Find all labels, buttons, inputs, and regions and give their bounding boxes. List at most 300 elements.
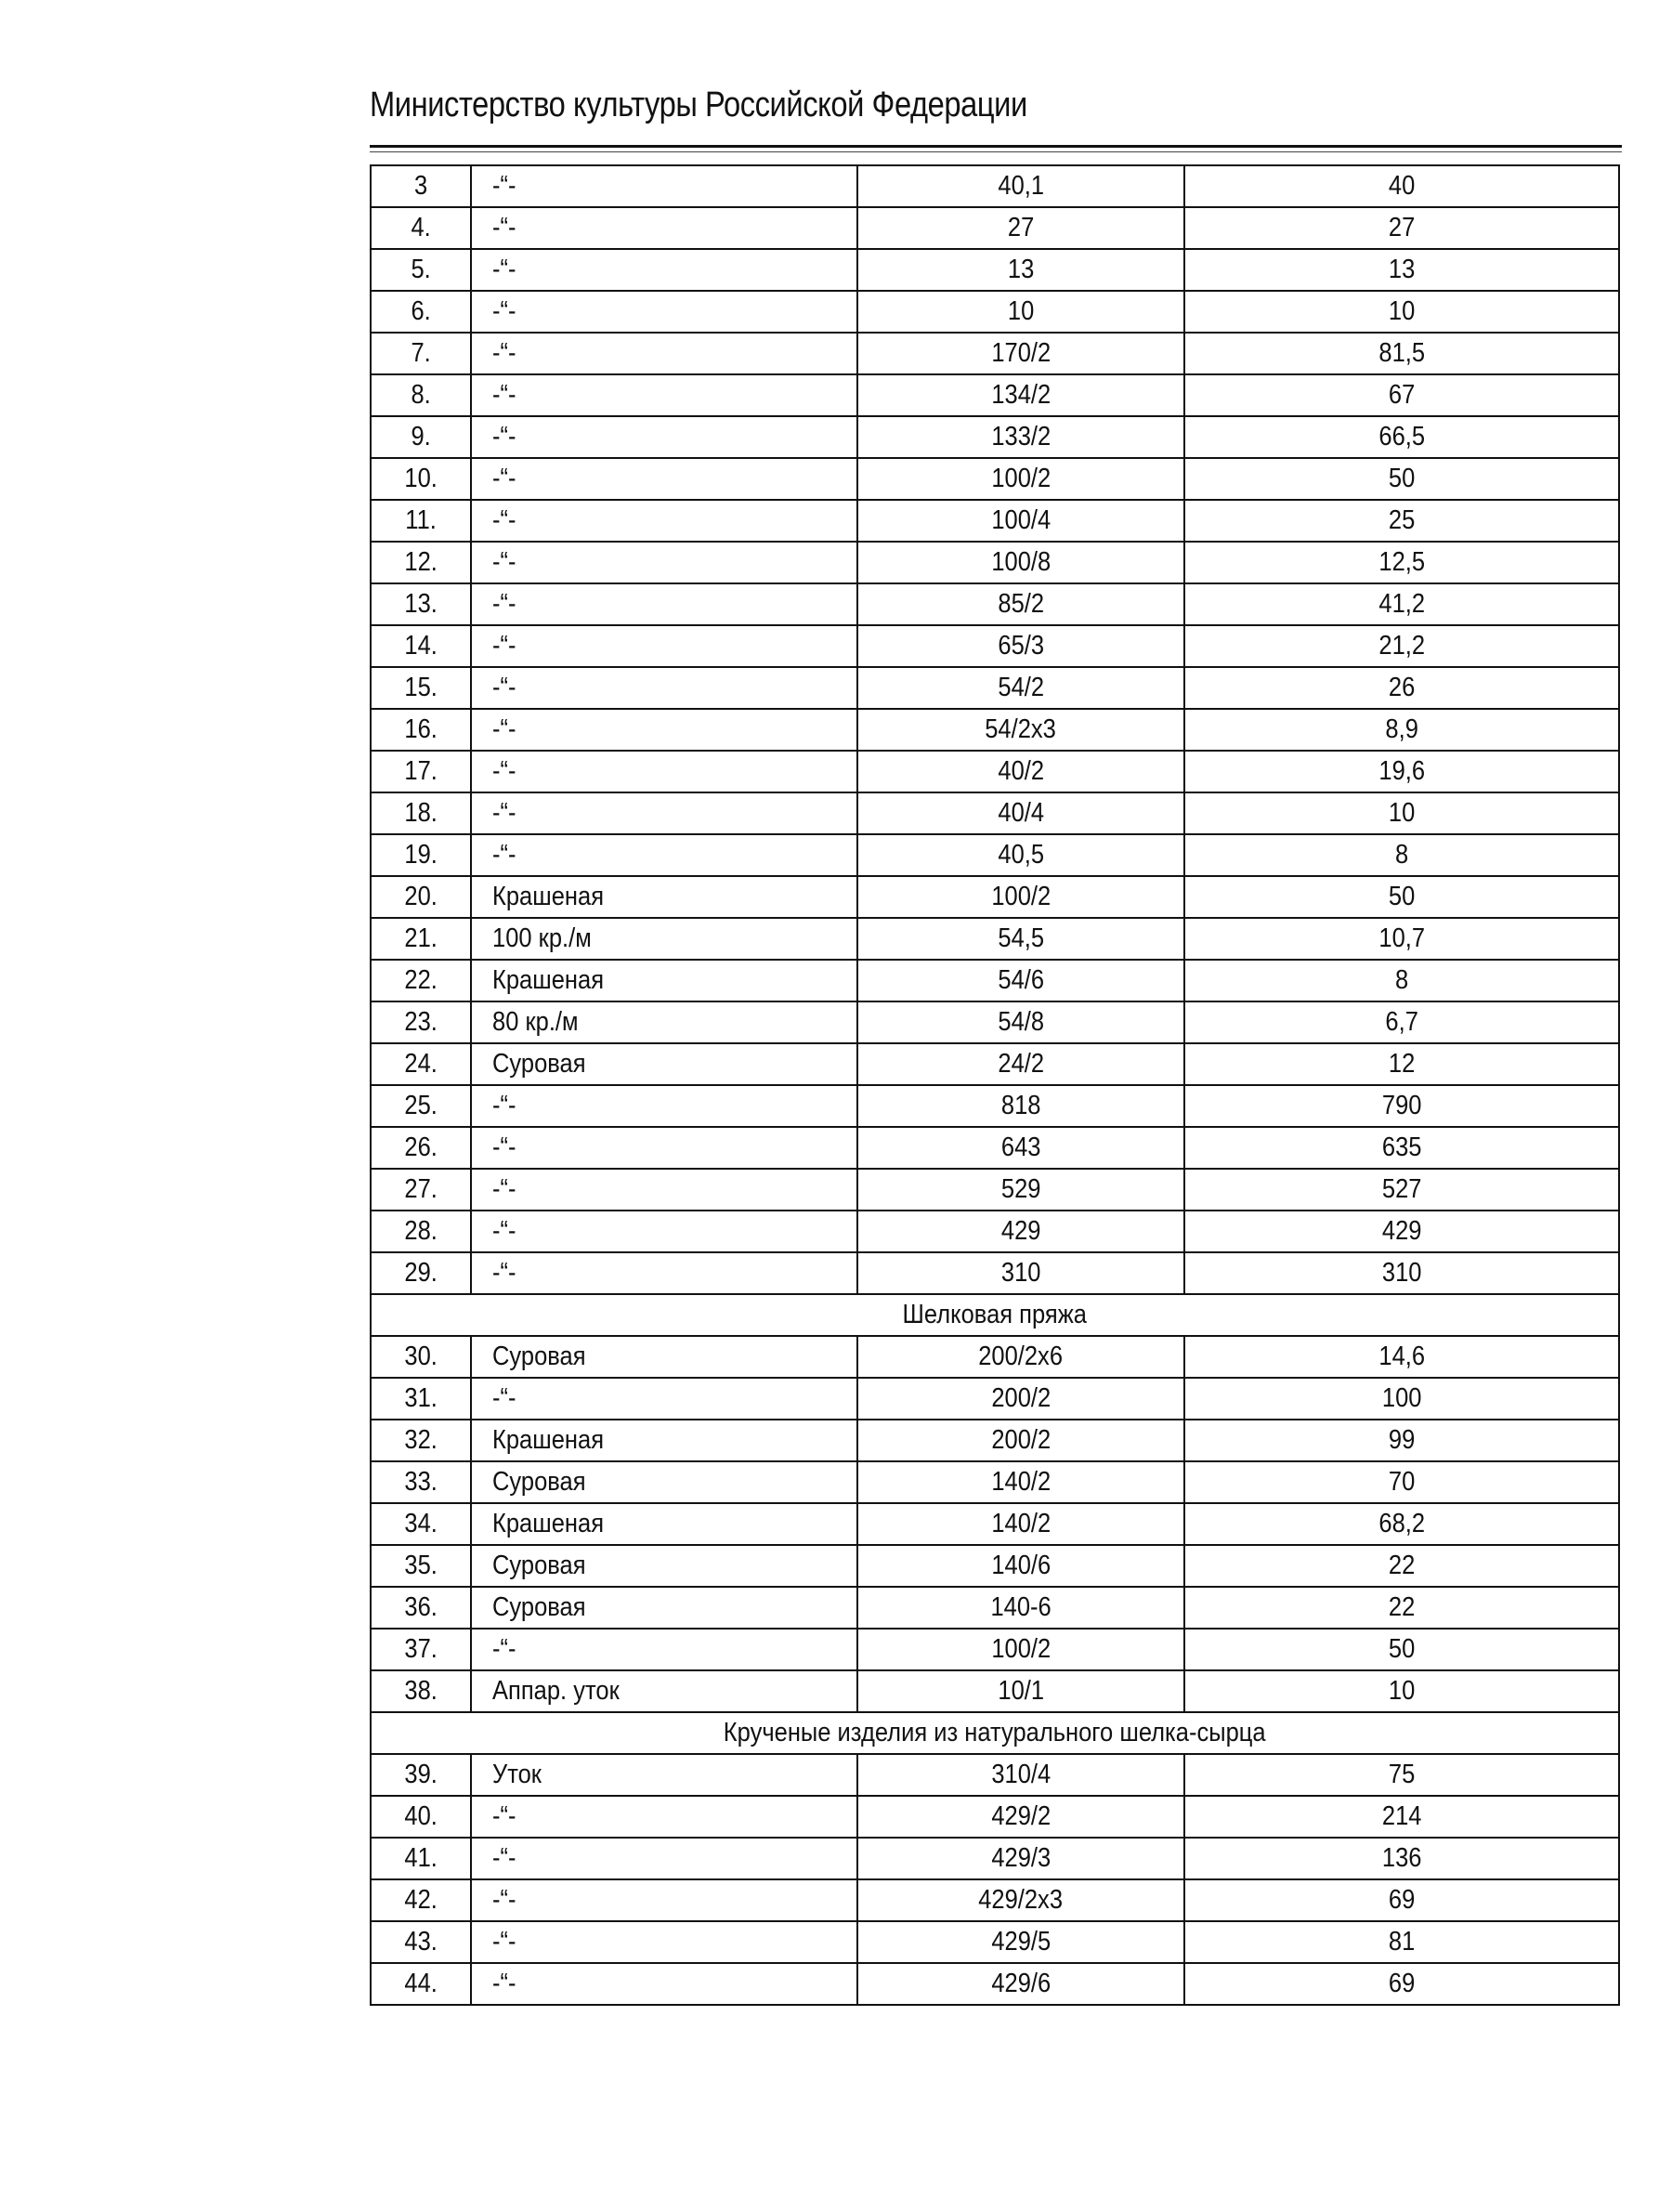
yarn-type-cell-text: -“- — [492, 589, 516, 619]
row-number-cell — [371, 1963, 471, 2005]
section-header-row — [371, 1712, 1619, 1754]
yarn-count-cell-text: 170/2 — [991, 338, 1051, 368]
yarn-type-cell — [471, 1127, 857, 1169]
yarn-count-cell — [857, 1754, 1184, 1796]
yarn-type-cell — [471, 1169, 857, 1211]
row-number-cell — [371, 1921, 471, 1963]
table-row — [371, 1211, 1619, 1252]
value-cell — [1184, 960, 1619, 1001]
row-number-cell-text: 15. — [404, 673, 438, 702]
yarn-count-cell-text: 429 — [1000, 1216, 1041, 1246]
yarn-type-cell — [471, 1001, 857, 1043]
yarn-type-cell-text: -“- — [492, 1174, 516, 1204]
value-cell-text: 27 — [1388, 213, 1416, 242]
table-row — [371, 1001, 1619, 1043]
row-number-cell — [371, 249, 471, 291]
value-cell — [1184, 458, 1619, 500]
yarn-type-cell-text: -“- — [492, 422, 516, 452]
table-row — [371, 1921, 1619, 1963]
row-number-cell — [371, 1420, 471, 1461]
value-cell — [1184, 1127, 1619, 1169]
section-label-text: Крученые изделия из натурального шелка-сырца — [724, 1718, 1266, 1747]
value-cell — [1184, 374, 1619, 416]
yarn-type-cell — [471, 1754, 857, 1796]
row-number-cell-text: 27. — [404, 1174, 438, 1204]
row-number-cell — [371, 792, 471, 834]
value-cell — [1184, 709, 1619, 751]
yarn-count-cell — [857, 291, 1184, 333]
table-body — [371, 165, 1619, 2005]
row-number-cell — [371, 1796, 471, 1838]
yarn-count-cell — [857, 667, 1184, 709]
value-cell-text: 12 — [1388, 1049, 1416, 1079]
row-number-cell-text: 25. — [404, 1091, 438, 1120]
section-label-text: Шелковая пряжа — [902, 1300, 1088, 1329]
yarn-count-cell-text: 429/6 — [991, 1969, 1051, 1998]
value-cell-text: 50 — [1388, 464, 1416, 493]
value-cell-text: 50 — [1388, 1634, 1416, 1664]
yarn-type-cell — [471, 1252, 857, 1294]
value-cell — [1184, 1420, 1619, 1461]
row-number-cell — [371, 1503, 471, 1545]
row-number-cell-text: 22. — [404, 965, 438, 995]
row-number-cell-text: 14. — [404, 631, 438, 661]
yarn-type-cell-text: Уток — [492, 1760, 542, 1789]
row-number-cell-text: 31. — [404, 1383, 438, 1413]
table-row — [371, 876, 1619, 918]
header-divider-thin — [370, 151, 1622, 152]
row-number-cell-text: 30. — [404, 1342, 438, 1371]
yarn-type-cell — [471, 458, 857, 500]
table-row — [371, 1838, 1619, 1879]
yarn-type-cell — [471, 165, 857, 207]
value-cell — [1184, 416, 1619, 458]
table-row — [371, 1127, 1619, 1169]
yarn-count-cell-text: 140/2 — [991, 1467, 1051, 1497]
yarn-count-cell-text: 429/3 — [991, 1843, 1051, 1873]
yarn-type-cell — [471, 1336, 857, 1378]
row-number-cell — [371, 165, 471, 207]
row-number-cell — [371, 1378, 471, 1420]
yarn-type-cell — [471, 1545, 857, 1587]
yarn-type-cell-text: -“- — [492, 756, 516, 786]
row-number-cell — [371, 1879, 471, 1921]
yarn-type-cell — [471, 1838, 857, 1879]
yarn-type-cell-text: -“- — [492, 1091, 516, 1120]
yarn-type-cell-text: -“- — [492, 338, 516, 368]
yarn-type-cell-text: Крашеная — [492, 965, 605, 995]
yarn-type-cell — [471, 1879, 857, 1921]
yarn-type-cell — [471, 207, 857, 249]
yarn-count-cell — [857, 1461, 1184, 1503]
yarn-count-cell-text: 200/2х6 — [978, 1342, 1064, 1371]
row-number-cell — [371, 960, 471, 1001]
value-cell-text: 67 — [1388, 380, 1416, 410]
row-number-cell — [371, 583, 471, 625]
row-number-cell-text: 9. — [411, 422, 431, 452]
yarn-count-cell — [857, 583, 1184, 625]
table-row — [371, 291, 1619, 333]
table-row — [371, 500, 1619, 542]
yarn-count-cell — [857, 1169, 1184, 1211]
yarn-type-cell — [471, 1043, 857, 1085]
value-cell-text: 50 — [1388, 882, 1416, 911]
row-number-cell — [371, 918, 471, 960]
row-number-cell — [371, 1336, 471, 1378]
value-cell-text: 14,6 — [1378, 1342, 1425, 1371]
table-row — [371, 1420, 1619, 1461]
row-number-cell — [371, 1670, 471, 1712]
yarn-type-cell-text: -“- — [492, 631, 516, 661]
yarn-count-cell-text: 10 — [1007, 296, 1035, 326]
yarn-count-cell — [857, 333, 1184, 374]
yarn-count-cell — [857, 1879, 1184, 1921]
value-cell-text: 429 — [1381, 1216, 1422, 1246]
yarn-count-cell — [857, 1629, 1184, 1670]
section-header-row — [371, 1294, 1619, 1336]
value-cell — [1184, 1838, 1619, 1879]
yarn-count-cell — [857, 416, 1184, 458]
yarn-count-cell-text: 24/2 — [998, 1049, 1044, 1079]
yarn-count-cell-text: 140/2 — [991, 1509, 1051, 1538]
header-divider — [370, 145, 1622, 148]
row-number-cell-text: 39. — [404, 1760, 438, 1789]
table-row — [371, 1545, 1619, 1587]
row-number-cell — [371, 1545, 471, 1587]
row-number-cell — [371, 1838, 471, 1879]
table-row — [371, 1796, 1619, 1838]
yarn-type-cell-text: -“- — [492, 1927, 516, 1957]
yarn-count-cell-text: 100/2 — [991, 882, 1051, 911]
yarn-type-cell — [471, 1085, 857, 1127]
yarn-count-cell — [857, 500, 1184, 542]
value-cell-text: 41,2 — [1378, 589, 1425, 619]
yarn-count-cell — [857, 1211, 1184, 1252]
table-row — [371, 249, 1619, 291]
yarn-type-cell-text: -“- — [492, 714, 516, 744]
yarn-type-cell — [471, 1921, 857, 1963]
yarn-type-cell-text: Аппар. уток — [492, 1676, 620, 1706]
table-row — [371, 416, 1619, 458]
row-number-cell-text: 40. — [404, 1801, 438, 1831]
yarn-count-cell-text: 140/6 — [991, 1551, 1051, 1580]
yarn-type-cell — [471, 583, 857, 625]
yarn-count-cell — [857, 1336, 1184, 1378]
value-cell — [1184, 1085, 1619, 1127]
value-cell-text: 10,7 — [1378, 923, 1425, 953]
yarn-type-cell — [471, 751, 857, 792]
row-number-cell — [371, 1754, 471, 1796]
yarn-type-cell-text: 80 кр./м — [492, 1007, 579, 1037]
value-cell-text: 214 — [1381, 1801, 1422, 1831]
value-cell — [1184, 249, 1619, 291]
yarn-count-cell — [857, 1085, 1184, 1127]
yarn-type-cell-text: Крашеная — [492, 1425, 605, 1455]
row-number-cell — [371, 1001, 471, 1043]
yarn-type-cell — [471, 834, 857, 876]
value-cell-text: 81,5 — [1378, 338, 1425, 368]
row-number-cell-text: 33. — [404, 1467, 438, 1497]
table-row — [371, 374, 1619, 416]
yarn-count-cell-text: 529 — [1000, 1174, 1041, 1204]
yarn-type-cell-text: -“- — [492, 1383, 516, 1413]
yarn-count-cell-text: 54/8 — [998, 1007, 1044, 1037]
yarn-count-cell-text: 100/2 — [991, 1634, 1051, 1664]
yarn-count-cell — [857, 918, 1184, 960]
table-row — [371, 333, 1619, 374]
yarn-type-cell-text: -“- — [492, 1843, 516, 1873]
value-cell-text: 790 — [1381, 1091, 1422, 1120]
yarn-type-cell — [471, 667, 857, 709]
table-row — [371, 1461, 1619, 1503]
row-number-cell-text: 10. — [404, 464, 438, 493]
value-cell — [1184, 333, 1619, 374]
yarn-count-cell-text: 140-6 — [990, 1592, 1052, 1622]
row-number-cell — [371, 1629, 471, 1670]
row-number-cell — [371, 834, 471, 876]
yarn-count-cell — [857, 1838, 1184, 1879]
yarn-count-cell — [857, 1001, 1184, 1043]
yarn-type-cell — [471, 918, 857, 960]
yarn-count-cell-text: 429/2х3 — [978, 1885, 1064, 1915]
value-cell-text: 81 — [1388, 1927, 1416, 1957]
yarn-count-cell-text: 65/3 — [998, 631, 1044, 661]
yarn-type-cell-text: -“- — [492, 1969, 516, 1998]
value-cell-text: 8,9 — [1385, 714, 1418, 744]
yarn-count-cell — [857, 1043, 1184, 1085]
row-number-cell-text: 44. — [404, 1969, 438, 1998]
value-cell-text: 70 — [1388, 1467, 1416, 1497]
row-number-cell-text: 37. — [404, 1634, 438, 1664]
row-number-cell-text: 18. — [404, 798, 438, 828]
row-number-cell-text: 38. — [404, 1676, 438, 1706]
yarn-type-cell-text: -“- — [492, 1258, 516, 1288]
value-cell — [1184, 291, 1619, 333]
yarn-type-cell-text: Суровая — [492, 1342, 586, 1371]
yarn-type-cell — [471, 792, 857, 834]
yarn-type-cell — [471, 625, 857, 667]
yarn-count-cell-text: 134/2 — [991, 380, 1051, 410]
yarn-type-cell-text: -“- — [492, 673, 516, 702]
yarn-type-cell-text: Крашеная — [492, 882, 605, 911]
value-cell — [1184, 1169, 1619, 1211]
yarn-type-cell-text: 100 кр./м — [492, 923, 592, 953]
row-number-cell-text: 32. — [404, 1425, 438, 1455]
row-number-cell-text: 23. — [404, 1007, 438, 1037]
yarn-type-cell-text: -“- — [492, 1634, 516, 1664]
row-number-cell-text: 35. — [404, 1551, 438, 1580]
yarn-count-cell-text: 54/2 — [998, 673, 1044, 702]
yarn-count-cell-text: 200/2 — [991, 1425, 1051, 1455]
yarn-count-cell — [857, 625, 1184, 667]
value-cell-text: 99 — [1388, 1425, 1416, 1455]
table-row — [371, 458, 1619, 500]
table-row — [371, 165, 1619, 207]
value-cell — [1184, 1001, 1619, 1043]
yarn-count-cell — [857, 1420, 1184, 1461]
yarn-count-cell-text: 54/2х3 — [985, 714, 1057, 744]
yarn-count-cell-text: 10/1 — [998, 1676, 1044, 1706]
value-cell — [1184, 1754, 1619, 1796]
yarn-count-cell — [857, 1127, 1184, 1169]
yarn-type-cell — [471, 960, 857, 1001]
yarn-count-cell-text: 133/2 — [991, 422, 1051, 452]
value-cell-text: 8 — [1394, 965, 1409, 995]
yarn-count-cell — [857, 960, 1184, 1001]
table-row — [371, 667, 1619, 709]
table-row — [371, 1754, 1619, 1796]
row-number-cell-text: 19. — [404, 840, 438, 870]
yarn-count-cell-text: 429/5 — [991, 1927, 1051, 1957]
row-number-cell-text: 28. — [404, 1216, 438, 1246]
yarn-count-cell-text: 100/8 — [991, 547, 1051, 577]
yarn-count-cell — [857, 834, 1184, 876]
yarn-count-cell-text: 54,5 — [998, 923, 1044, 953]
value-cell-text: 21,2 — [1378, 631, 1425, 661]
row-number-cell — [371, 709, 471, 751]
row-number-cell-text: 16. — [404, 714, 438, 744]
yarn-count-cell — [857, 751, 1184, 792]
row-number-cell-text: 5. — [411, 255, 431, 284]
yarn-type-cell — [471, 416, 857, 458]
value-cell — [1184, 1336, 1619, 1378]
row-number-cell-text: 42. — [404, 1885, 438, 1915]
value-cell — [1184, 834, 1619, 876]
value-cell — [1184, 1211, 1619, 1252]
value-cell — [1184, 1629, 1619, 1670]
yarn-count-cell-text: 643 — [1000, 1132, 1041, 1162]
yarn-type-cell-text: -“- — [492, 296, 516, 326]
row-number-cell-text: 36. — [404, 1592, 438, 1622]
table-row — [371, 1043, 1619, 1085]
value-cell-text: 19,6 — [1378, 756, 1425, 786]
table-row — [371, 1169, 1619, 1211]
value-cell — [1184, 1461, 1619, 1503]
value-cell-text: 8 — [1394, 840, 1409, 870]
yarn-count-cell-text: 13 — [1007, 255, 1035, 284]
value-cell — [1184, 1879, 1619, 1921]
value-cell-text: 69 — [1388, 1969, 1416, 1998]
row-number-cell-text: 41. — [404, 1843, 438, 1873]
yarn-count-cell-text: 85/2 — [998, 589, 1044, 619]
row-number-cell — [371, 1252, 471, 1294]
value-cell — [1184, 583, 1619, 625]
yarn-type-cell-text: -“- — [492, 1216, 516, 1246]
yarn-type-cell-text: -“- — [492, 1132, 516, 1162]
row-number-cell-text: 34. — [404, 1509, 438, 1538]
table-row — [371, 1629, 1619, 1670]
value-cell — [1184, 1252, 1619, 1294]
value-cell-text: 10 — [1388, 296, 1416, 326]
yarn-count-cell — [857, 542, 1184, 583]
yarn-count-cell-text: 54/6 — [998, 965, 1044, 995]
value-cell — [1184, 667, 1619, 709]
value-cell-text: 75 — [1388, 1760, 1416, 1789]
row-number-cell — [371, 667, 471, 709]
table-row — [371, 1879, 1619, 1921]
row-number-cell — [371, 751, 471, 792]
value-cell-text: 100 — [1381, 1383, 1422, 1413]
yarn-count-cell — [857, 1921, 1184, 1963]
table-row — [371, 207, 1619, 249]
value-cell-text: 68,2 — [1378, 1509, 1425, 1538]
value-cell — [1184, 1503, 1619, 1545]
row-number-cell-text: 29. — [404, 1258, 438, 1288]
table-row — [371, 1252, 1619, 1294]
yarn-type-cell-text: -“- — [492, 464, 516, 493]
row-number-cell — [371, 625, 471, 667]
row-number-cell — [371, 207, 471, 249]
yarn-count-cell-text: 40/4 — [998, 798, 1044, 828]
value-cell — [1184, 918, 1619, 960]
value-cell-text: 22 — [1388, 1551, 1416, 1580]
yarn-type-cell — [471, 1963, 857, 2005]
yarn-count-cell — [857, 1252, 1184, 1294]
table-row — [371, 1670, 1619, 1712]
table-row — [371, 583, 1619, 625]
row-number-cell-text: 13. — [404, 589, 438, 619]
value-cell — [1184, 792, 1619, 834]
row-number-cell-text: 8. — [411, 380, 431, 410]
yarn-count-cell-text: 310 — [1000, 1258, 1041, 1288]
yarn-type-cell — [471, 876, 857, 918]
row-number-cell-text: 43. — [404, 1927, 438, 1957]
yarn-type-cell-text: Суровая — [492, 1467, 586, 1497]
table-row — [371, 709, 1619, 751]
yarn-type-cell — [471, 1211, 857, 1252]
yarn-type-cell-text: -“- — [492, 380, 516, 410]
value-cell — [1184, 625, 1619, 667]
row-number-cell-text: 17. — [404, 756, 438, 786]
yarn-count-cell-text: 200/2 — [991, 1383, 1051, 1413]
yarn-type-cell — [471, 1670, 857, 1712]
value-cell-text: 136 — [1381, 1843, 1422, 1873]
value-cell — [1184, 542, 1619, 583]
row-number-cell — [371, 374, 471, 416]
value-cell — [1184, 1963, 1619, 2005]
yarn-type-cell — [471, 1587, 857, 1629]
table-row — [371, 542, 1619, 583]
yarn-type-cell — [471, 333, 857, 374]
yarn-count-cell — [857, 374, 1184, 416]
yarn-count-cell-text: 100/4 — [991, 505, 1051, 535]
yarn-count-cell — [857, 1545, 1184, 1587]
data-table — [370, 164, 1620, 2006]
row-number-cell-text: 26. — [404, 1132, 438, 1162]
yarn-type-cell-text: -“- — [492, 505, 516, 535]
yarn-type-cell — [471, 500, 857, 542]
yarn-count-cell — [857, 165, 1184, 207]
table-row — [371, 918, 1619, 960]
page-title: Министерство культуры Российской Федерации — [370, 85, 1027, 124]
yarn-type-cell — [471, 542, 857, 583]
yarn-count-cell — [857, 1796, 1184, 1838]
row-number-cell — [371, 416, 471, 458]
yarn-count-cell — [857, 249, 1184, 291]
value-cell-text: 40 — [1388, 171, 1416, 201]
value-cell-text: 10 — [1388, 798, 1416, 828]
yarn-count-cell — [857, 207, 1184, 249]
table-row — [371, 1963, 1619, 2005]
value-cell — [1184, 207, 1619, 249]
value-cell — [1184, 1378, 1619, 1420]
table-row — [371, 834, 1619, 876]
yarn-type-cell-text: -“- — [492, 798, 516, 828]
row-number-cell-text: 12. — [404, 547, 438, 577]
value-cell — [1184, 1670, 1619, 1712]
value-cell-text: 13 — [1388, 255, 1416, 284]
row-number-cell — [371, 1211, 471, 1252]
